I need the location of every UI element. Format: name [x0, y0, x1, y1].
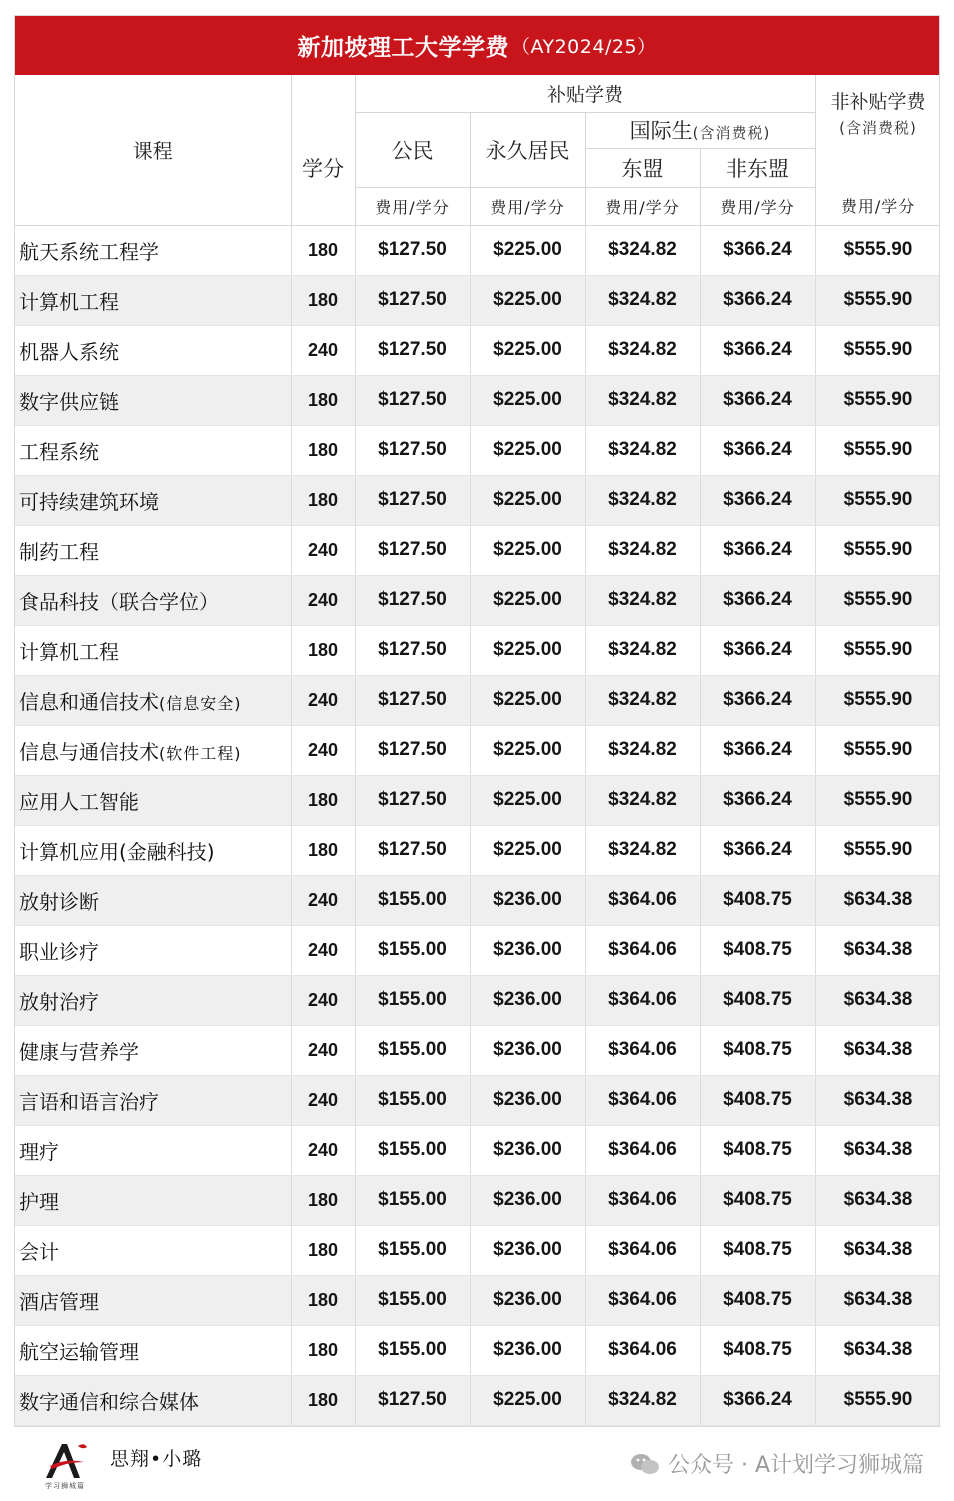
- course-name: 计算机工程: [19, 289, 119, 314]
- header-asean: 东盟: [585, 148, 700, 187]
- header-unit-non-subsidized: 费用/学分: [815, 187, 940, 225]
- wechat-icon: [630, 1452, 660, 1476]
- table-row: [15, 1175, 940, 1225]
- pr-cell: $225.00: [470, 1375, 585, 1425]
- pr-cell: $236.00: [470, 1025, 585, 1075]
- course-cell: [15, 275, 291, 325]
- credits-cell: 240: [291, 1075, 355, 1125]
- citizen-cell: $155.00: [355, 1325, 470, 1375]
- non-asean-cell: $408.75: [700, 1075, 815, 1125]
- non-subsidized-cell: $555.90: [815, 425, 940, 475]
- course-cell: [15, 1275, 291, 1325]
- course-cell: [15, 1025, 291, 1075]
- header-course: 课程: [15, 75, 291, 225]
- course-name: 应用人工智能: [19, 789, 139, 814]
- citizen-cell: $155.00: [355, 1225, 470, 1275]
- course-cell: [15, 675, 291, 725]
- course-name: 健康与营养学: [19, 1039, 139, 1064]
- header-non-subsidized-note: (含消费税): [839, 119, 917, 137]
- non-subsidized-cell: $634.38: [815, 925, 940, 975]
- citizen-cell: $127.50: [355, 1375, 470, 1425]
- non-subsidized-cell: $634.38: [815, 1325, 940, 1375]
- course-cell: [15, 1325, 291, 1375]
- course-name: 航天系统工程学: [19, 239, 159, 264]
- pr-cell: $225.00: [470, 225, 585, 275]
- credits-cell: 180: [291, 375, 355, 425]
- credits-cell: 180: [291, 625, 355, 675]
- citizen-cell: $155.00: [355, 1275, 470, 1325]
- citizen-cell: $127.50: [355, 225, 470, 275]
- credits-cell: 240: [291, 1125, 355, 1175]
- credits-cell: 240: [291, 875, 355, 925]
- non-subsidized-cell: $634.38: [815, 1225, 940, 1275]
- wechat-watermark: [630, 1448, 924, 1479]
- non-subsidized-cell: $555.90: [815, 375, 940, 425]
- table-body: [15, 225, 940, 1425]
- header-unit-pr: 费用/学分: [470, 187, 585, 225]
- asean-cell: $364.06: [585, 1125, 700, 1175]
- non-asean-cell: $408.75: [700, 1025, 815, 1075]
- course-name: 数字供应链: [19, 389, 119, 414]
- table-row: [15, 725, 940, 775]
- course-name: 理疗: [19, 1139, 59, 1164]
- table-title: [15, 16, 939, 75]
- pr-cell: $225.00: [470, 375, 585, 425]
- table-row: [15, 1075, 940, 1125]
- course-cell: [15, 1375, 291, 1425]
- course-note: (软件工程): [159, 743, 242, 763]
- non-asean-cell: $366.24: [700, 525, 815, 575]
- course-name: 计算机工程: [19, 639, 119, 664]
- pr-cell: $236.00: [470, 875, 585, 925]
- course-name: 放射诊断: [19, 889, 99, 914]
- credits-cell: 240: [291, 725, 355, 775]
- pr-cell: $236.00: [470, 1125, 585, 1175]
- asean-cell: $364.06: [585, 1025, 700, 1075]
- header-non-subsidized: [815, 75, 940, 187]
- asean-cell: $324.82: [585, 375, 700, 425]
- credits-cell: 180: [291, 475, 355, 525]
- non-asean-cell: $366.24: [700, 725, 815, 775]
- header-unit-citizen: 费用/学分: [355, 187, 470, 225]
- pr-cell: $236.00: [470, 1075, 585, 1125]
- course-name: 航空运输管理: [19, 1339, 139, 1364]
- non-asean-cell: $366.24: [700, 425, 815, 475]
- credits-cell: 180: [291, 275, 355, 325]
- non-subsidized-cell: $555.90: [815, 775, 940, 825]
- credits-cell: 180: [291, 775, 355, 825]
- non-subsidized-cell: $555.90: [815, 675, 940, 725]
- citizen-cell: $127.50: [355, 475, 470, 525]
- table-row: [15, 1225, 940, 1275]
- header-international-note: (含消费税): [692, 124, 771, 142]
- table-row: [15, 1375, 940, 1425]
- non-asean-cell: $366.24: [700, 225, 815, 275]
- non-subsidized-cell: $555.90: [815, 325, 940, 375]
- table-row: [15, 575, 940, 625]
- table-row: [15, 275, 940, 325]
- credits-cell: 180: [291, 1225, 355, 1275]
- header-citizen: 公民: [355, 112, 470, 187]
- citizen-cell: $127.50: [355, 775, 470, 825]
- citizen-cell: $127.50: [355, 375, 470, 425]
- citizen-cell: $155.00: [355, 1025, 470, 1075]
- non-asean-cell: $408.75: [700, 1175, 815, 1225]
- non-asean-cell: $366.24: [700, 625, 815, 675]
- non-asean-cell: $366.24: [700, 775, 815, 825]
- asean-cell: $324.82: [585, 625, 700, 675]
- table-row: [15, 375, 940, 425]
- title-main: 新加坡理工大学学费: [297, 35, 509, 61]
- credits-cell: 180: [291, 825, 355, 875]
- non-subsidized-cell: $555.90: [815, 625, 940, 675]
- header-credits: 学分: [291, 112, 355, 225]
- brand-name: 思翔•小璐: [110, 1448, 203, 1470]
- course-cell: [15, 475, 291, 525]
- table-row: [15, 225, 940, 275]
- header-international: [585, 112, 815, 148]
- header-non-asean: 非东盟: [700, 148, 815, 187]
- credits-cell: 240: [291, 675, 355, 725]
- non-subsidized-cell: $634.38: [815, 1025, 940, 1075]
- course-name: 工程系统: [19, 439, 99, 464]
- non-asean-cell: $366.24: [700, 475, 815, 525]
- non-asean-cell: $366.24: [700, 1375, 815, 1425]
- pr-cell: $225.00: [470, 525, 585, 575]
- course-name: 数字通信和综合媒体: [19, 1389, 199, 1414]
- credits-cell: 240: [291, 525, 355, 575]
- asean-cell: $364.06: [585, 1225, 700, 1275]
- table-row: [15, 625, 940, 675]
- credits-cell: 240: [291, 975, 355, 1025]
- non-subsidized-cell: $555.90: [815, 1375, 940, 1425]
- pr-cell: $236.00: [470, 1225, 585, 1275]
- table-row: [15, 775, 940, 825]
- table-row: [15, 825, 940, 875]
- footer: [0, 1428, 954, 1501]
- tuition-table: [15, 75, 940, 1426]
- pr-cell: $225.00: [470, 675, 585, 725]
- citizen-cell: $127.50: [355, 825, 470, 875]
- credits-cell: 180: [291, 1275, 355, 1325]
- credits-cell: 240: [291, 925, 355, 975]
- non-asean-cell: $366.24: [700, 575, 815, 625]
- pr-cell: $225.00: [470, 625, 585, 675]
- asean-cell: $364.06: [585, 875, 700, 925]
- course-cell: [15, 725, 291, 775]
- pr-cell: $236.00: [470, 925, 585, 975]
- course-cell: [15, 875, 291, 925]
- non-subsidized-cell: $634.38: [815, 1125, 940, 1175]
- course-name: 放射治疗: [19, 989, 99, 1014]
- non-asean-cell: $408.75: [700, 1325, 815, 1375]
- logo-caption: 学习狮城篇: [45, 1482, 85, 1490]
- asean-cell: $364.06: [585, 1275, 700, 1325]
- asean-cell: $324.82: [585, 575, 700, 625]
- asean-cell: $324.82: [585, 725, 700, 775]
- non-subsidized-cell: $634.38: [815, 875, 940, 925]
- asean-cell: $324.82: [585, 775, 700, 825]
- table-row: [15, 675, 940, 725]
- course-cell: [15, 425, 291, 475]
- watermark-text: 公众号 · A计划学习狮城篇: [667, 1453, 924, 1478]
- course-cell: [15, 325, 291, 375]
- non-asean-cell: $366.24: [700, 275, 815, 325]
- asean-cell: $324.82: [585, 275, 700, 325]
- asean-cell: $324.82: [585, 325, 700, 375]
- course-name: 护理: [19, 1189, 59, 1214]
- citizen-cell: $127.50: [355, 575, 470, 625]
- non-asean-cell: $408.75: [700, 875, 815, 925]
- citizen-cell: $155.00: [355, 875, 470, 925]
- credits-cell: 180: [291, 1175, 355, 1225]
- table-row: [15, 425, 940, 475]
- non-asean-cell: $366.24: [700, 825, 815, 875]
- asean-cell: $364.06: [585, 1175, 700, 1225]
- header-international-label: 国际生: [629, 119, 693, 143]
- citizen-cell: $155.00: [355, 925, 470, 975]
- non-subsidized-cell: $555.90: [815, 475, 940, 525]
- course-cell: [15, 1075, 291, 1125]
- course-cell: [15, 925, 291, 975]
- table-row: [15, 475, 940, 525]
- course-name: 机器人系统: [19, 339, 119, 364]
- pr-cell: $236.00: [470, 975, 585, 1025]
- non-asean-cell: $366.24: [700, 325, 815, 375]
- non-asean-cell: $408.75: [700, 925, 815, 975]
- credits-cell: 180: [291, 225, 355, 275]
- course-name: 计算机应用(金融科技): [19, 839, 215, 864]
- course-cell: [15, 575, 291, 625]
- credits-cell: 180: [291, 1325, 355, 1375]
- asean-cell: $324.82: [585, 475, 700, 525]
- pr-cell: $225.00: [470, 725, 585, 775]
- asean-cell: $364.06: [585, 1075, 700, 1125]
- course-cell: [15, 625, 291, 675]
- table-row: [15, 925, 940, 975]
- non-subsidized-cell: $555.90: [815, 725, 940, 775]
- citizen-cell: $155.00: [355, 1075, 470, 1125]
- pr-cell: $225.00: [470, 325, 585, 375]
- non-asean-cell: $408.75: [700, 975, 815, 1025]
- course-name: 会计: [19, 1239, 59, 1264]
- pr-cell: $225.00: [470, 575, 585, 625]
- course-name: 酒店管理: [19, 1289, 99, 1314]
- course-cell: [15, 975, 291, 1025]
- course-name: 信息与通信技术: [19, 739, 159, 764]
- asean-cell: $324.82: [585, 425, 700, 475]
- table-row: [15, 875, 940, 925]
- non-asean-cell: $366.24: [700, 675, 815, 725]
- non-subsidized-cell: $555.90: [815, 575, 940, 625]
- pr-cell: $236.00: [470, 1175, 585, 1225]
- credits-cell: 180: [291, 425, 355, 475]
- pr-cell: $236.00: [470, 1275, 585, 1325]
- asean-cell: $364.06: [585, 1325, 700, 1375]
- citizen-cell: $127.50: [355, 625, 470, 675]
- non-subsidized-cell: $555.90: [815, 825, 940, 875]
- asean-cell: $324.82: [585, 1375, 700, 1425]
- non-asean-cell: $366.24: [700, 375, 815, 425]
- pr-cell: $225.00: [470, 825, 585, 875]
- course-name: 食品科技（联合学位）: [19, 589, 219, 614]
- header-unit-asean: 费用/学分: [585, 187, 700, 225]
- credits-cell: 240: [291, 575, 355, 625]
- header-unit-non-asean: 费用/学分: [700, 187, 815, 225]
- non-asean-cell: $408.75: [700, 1275, 815, 1325]
- citizen-cell: $127.50: [355, 525, 470, 575]
- course-name: 信息和通信技术: [19, 689, 159, 714]
- citizen-cell: $155.00: [355, 1175, 470, 1225]
- course-note: (信息安全): [159, 693, 242, 713]
- non-subsidized-cell: $634.38: [815, 1075, 940, 1125]
- a-plan-logo-icon: [40, 1438, 90, 1484]
- course-cell: [15, 1225, 291, 1275]
- credits-cell: 240: [291, 325, 355, 375]
- citizen-cell: $127.50: [355, 425, 470, 475]
- pr-cell: $225.00: [470, 425, 585, 475]
- pr-cell: $236.00: [470, 1325, 585, 1375]
- table-row: [15, 975, 940, 1025]
- citizen-cell: $155.00: [355, 1125, 470, 1175]
- header-pr: 永久居民: [470, 112, 585, 187]
- asean-cell: $324.82: [585, 825, 700, 875]
- table-row: [15, 325, 940, 375]
- course-name: 制药工程: [19, 539, 99, 564]
- non-asean-cell: $408.75: [700, 1225, 815, 1275]
- citizen-cell: $127.50: [355, 275, 470, 325]
- course-cell: [15, 1125, 291, 1175]
- asean-cell: $324.82: [585, 675, 700, 725]
- credits-cell: 180: [291, 1375, 355, 1425]
- credits-cell: 240: [291, 1025, 355, 1075]
- asean-cell: $364.06: [585, 925, 700, 975]
- citizen-cell: $127.50: [355, 325, 470, 375]
- pr-cell: $225.00: [470, 275, 585, 325]
- table-row: [15, 1325, 940, 1375]
- pr-cell: $225.00: [470, 475, 585, 525]
- non-subsidized-cell: $634.38: [815, 1175, 940, 1225]
- header-subsidized: 补贴学费: [355, 75, 815, 112]
- tuition-table-card: [14, 15, 940, 1427]
- title-sub: （AY2024/25）: [510, 36, 657, 58]
- course-cell: [15, 375, 291, 425]
- table-row: [15, 525, 940, 575]
- citizen-cell: $127.50: [355, 725, 470, 775]
- asean-cell: $324.82: [585, 525, 700, 575]
- citizen-cell: $155.00: [355, 975, 470, 1025]
- pr-cell: $225.00: [470, 775, 585, 825]
- non-subsidized-cell: $555.90: [815, 225, 940, 275]
- non-subsidized-cell: $555.90: [815, 525, 940, 575]
- course-cell: [15, 825, 291, 875]
- course-cell: [15, 775, 291, 825]
- course-cell: [15, 525, 291, 575]
- non-subsidized-cell: $634.38: [815, 975, 940, 1025]
- course-name: 言语和语言治疗: [19, 1089, 159, 1114]
- asean-cell: $364.06: [585, 975, 700, 1025]
- citizen-cell: $127.50: [355, 675, 470, 725]
- asean-cell: $324.82: [585, 225, 700, 275]
- non-subsidized-cell: $634.38: [815, 1275, 940, 1325]
- table-row: [15, 1025, 940, 1075]
- non-asean-cell: $408.75: [700, 1125, 815, 1175]
- course-name: 职业诊疗: [19, 939, 99, 964]
- course-cell: [15, 1175, 291, 1225]
- table-row: [15, 1275, 940, 1325]
- non-subsidized-cell: $555.90: [815, 275, 940, 325]
- course-name: 可持续建筑环境: [19, 489, 159, 514]
- course-cell: [15, 225, 291, 275]
- header-non-subsidized-label: 非补贴学费: [830, 91, 926, 113]
- table-row: [15, 1125, 940, 1175]
